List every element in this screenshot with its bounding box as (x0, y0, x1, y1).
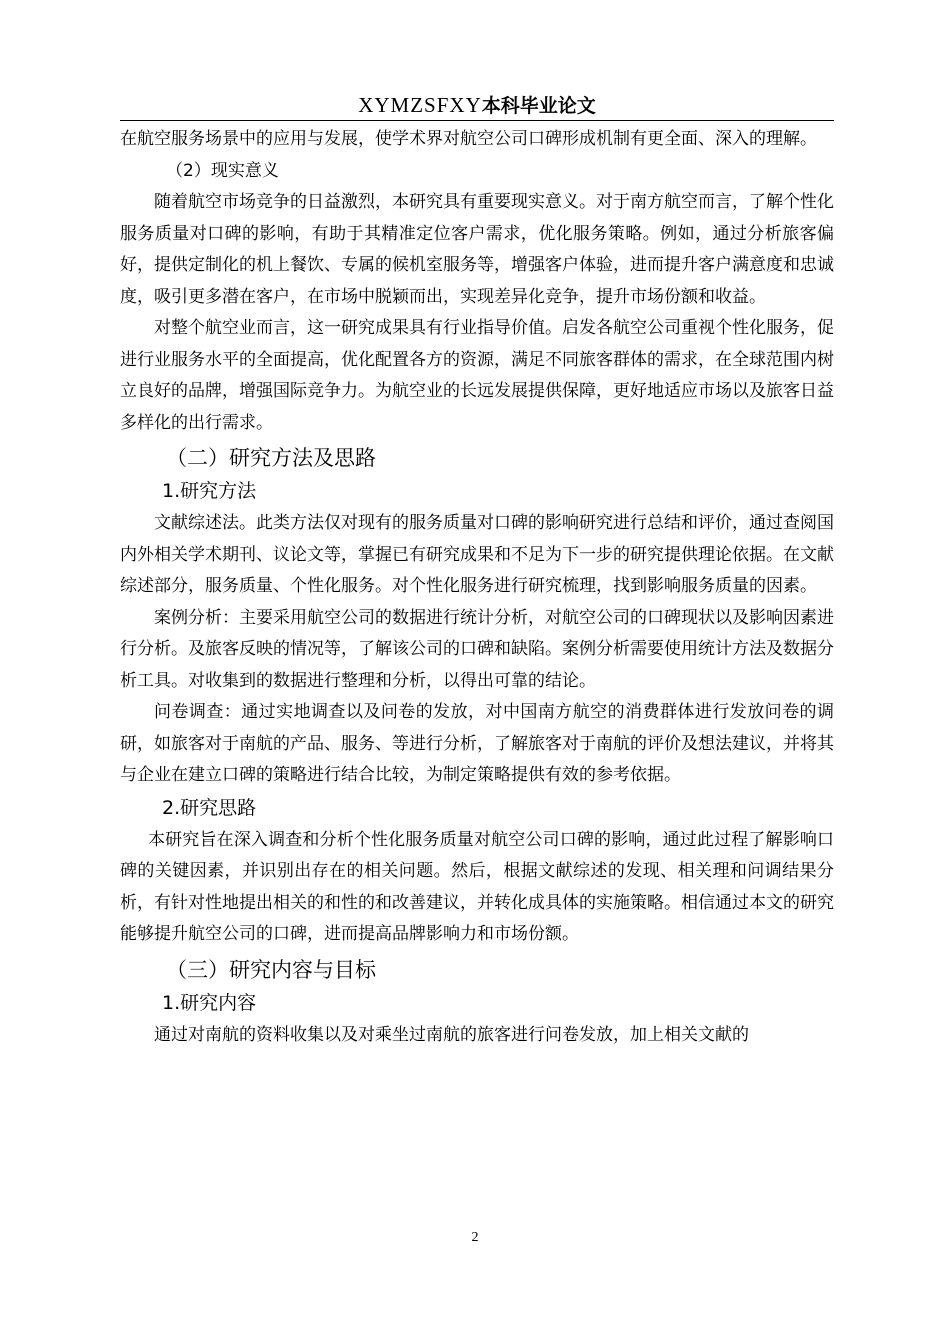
paragraph-research-content: 通过对南航的资料收集以及对乘坐过南航的旅客进行问卷发放，加上相关文献的 (154, 1024, 749, 1045)
paragraph-practical-1: 随着航空市场竞争的日益激烈，本研究具有重要现实意义。对于南方航空而言，了解个性化服务质量对口碑的影响，有助于其精准定位客户需求，优化服务策略。例如，通过分析旅客偏好，提供定制化的机上餐饮、专属的候机室服务等，增强客户体验，进而提升客户满意度和忠诚度，吸引更多潜在客户，在市场中脱颖而出，实现差异化竞争，提升市场份额和收益。 (120, 192, 834, 307)
page-number: 2 (471, 1230, 479, 1245)
paragraph-research-approach: 本研究旨在深入调查和分析个性化服务质量对航空公司口碑的影响，通过此过程了解影响口碑的关键因素，并识别出存在的相关问题。然后，根据文献综述的发现、相关理和问调结果分析，有针对性地提出相关的和性的和改善建议，并转化成具体的实施策略。相信通过本文的研究能够提升航空公司的口碑，进而提高品牌影响力和市场份额。 (120, 829, 834, 944)
paragraph-case-analysis: 案例分析：主要采用航空公司的数据进行统计分析，对航空公司的口碑现状以及影响因素进行分析。及旅客反映的情况等，了解该公司的口碑和缺陷。案例分析需要使用统计方法及数据分析工具。对收集到的数据进行整理和分析，以得出可靠的结论。 (120, 607, 834, 691)
section-heading-content-goals: （三）研究内容与目标 (166, 957, 376, 982)
paragraph-practical-2: 对整个航空业而言，这一研究成果具有行业指导价值。启发各航空公司重视个性化服务，促进行业服务水平的全面提高，优化配置各方的资源，满足不同旅客群体的需求，在全球范围内树立良好的品牌，增强国际竞争力。为航空业的长远发展提供保障，更好地适应市场以及旅客日益多样化的出行需求。 (120, 318, 834, 433)
paragraph-questionnaire: 问卷调查：通过实地调查以及问卷的发放，对中国南方航空的消费群体进行发放问卷的调研，如旅客对于南航的产品、服务、等进行分析，了解旅客对于南航的评价及想法建议，并将其与企业在建立口碑的策略进行结合比较，为制定策略提供有效的参考依据。 (120, 702, 834, 785)
subsection-heading-approach: 2.研究思路 (162, 796, 257, 819)
page-header (120, 90, 834, 121)
header-title: 本科毕业论文 (481, 95, 596, 117)
document-body (120, 124, 834, 1051)
paragraph-continuation: 在航空服务场景中的应用与发展，使学术界对航空公司口碑形成机制有更全面、深入的理解。 (120, 129, 817, 149)
section-heading-methods: （二）研究方法及思路 (166, 446, 376, 470)
header-code: XYMZSFXY (358, 93, 482, 117)
subsection-heading-methods: 1.研究方法 (162, 480, 257, 502)
label-practical-significance: （2）现实意义 (166, 160, 279, 181)
subsection-heading-content: 1.研究内容 (162, 991, 257, 1014)
paragraph-literature-review: 文献综述法。此类方法仅对现有的服务质量对口碑的影响研究进行总结和评价，通过查阅国内外相关学术期刊、议论文等，掌握已有研究成果和不足为下一步的研究提供理论依据。在文献综述部分，服务质量、个性化服务。对个性化服务进行研究梳理，找到影响服务质量的因素。 (120, 513, 834, 596)
